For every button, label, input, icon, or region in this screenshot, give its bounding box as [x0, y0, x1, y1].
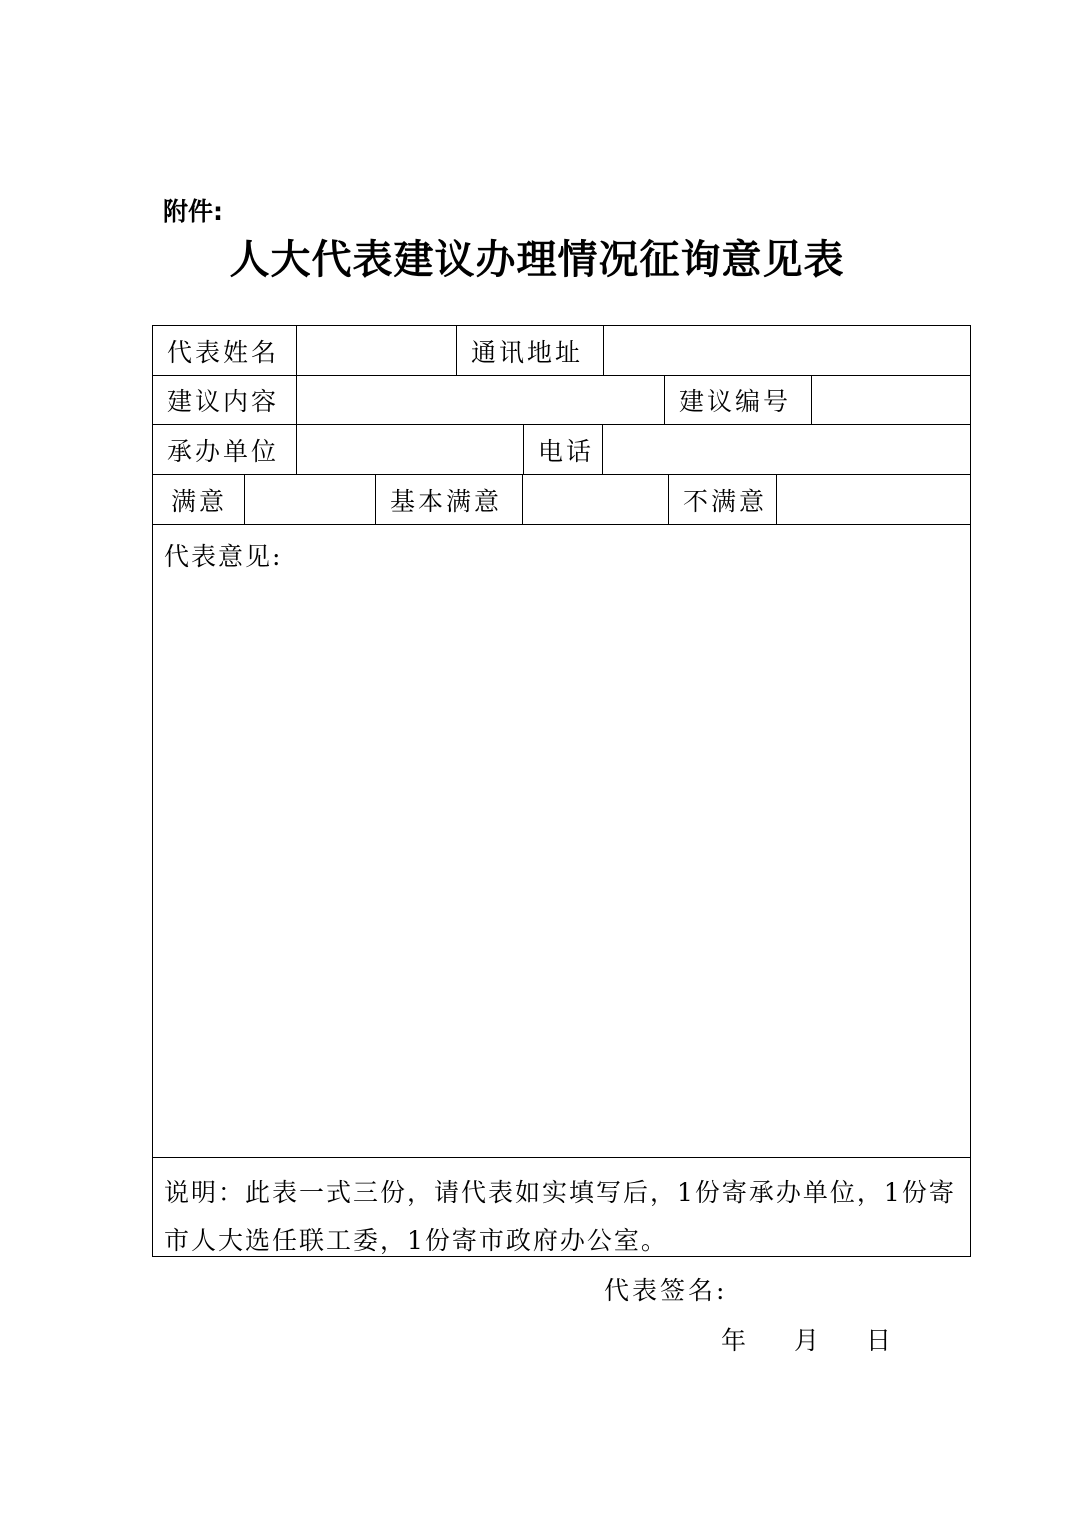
form-row-satisfaction [153, 475, 970, 525]
representative-name-field[interactable] [297, 326, 457, 375]
satisfied-label: 满意 [153, 475, 245, 524]
signature-label: 代表签名: [604, 1276, 728, 1305]
attachment-label: 附件: [163, 197, 223, 226]
representative-opinion-area[interactable] [153, 525, 970, 1158]
date-year-label: 年 [721, 1326, 747, 1355]
phone-field[interactable] [603, 425, 970, 474]
form-row-suggestion [153, 376, 970, 425]
form-row-representative [153, 326, 970, 376]
unsatisfied-field[interactable] [777, 475, 970, 524]
basic-satisfied-field[interactable] [523, 475, 669, 524]
handling-unit-label: 承办单位 [153, 425, 297, 474]
date-month-label: 月 [794, 1326, 820, 1355]
opinion-form-table [152, 325, 971, 1257]
address-label: 通讯地址 [457, 326, 604, 375]
representative-opinion-label: 代表意见: [164, 542, 283, 571]
suggestion-content-field[interactable] [297, 376, 665, 424]
phone-label: 电话 [524, 425, 603, 474]
handling-unit-field[interactable] [297, 425, 524, 474]
unsatisfied-label: 不满意 [669, 475, 777, 524]
representative-name-label: 代表姓名 [153, 326, 297, 375]
document-title: 人大代表建议办理情况征询意见表 [229, 236, 845, 283]
satisfied-field[interactable] [245, 475, 376, 524]
suggestion-content-label: 建议内容 [153, 376, 297, 424]
basic-satisfied-label: 基本满意 [376, 475, 523, 524]
form-row-handling-unit [153, 425, 970, 475]
form-instructions-note: 说明：此表一式三份，请代表如实填写后，1份寄承办单位，1份寄市人大选任联工委，1份寄市政府办公室。 [164, 1178, 956, 1255]
address-field[interactable] [604, 326, 970, 375]
date-day-label: 日 [866, 1326, 892, 1355]
suggestion-number-field[interactable] [812, 376, 970, 424]
suggestion-number-label: 建议编号 [665, 376, 812, 424]
